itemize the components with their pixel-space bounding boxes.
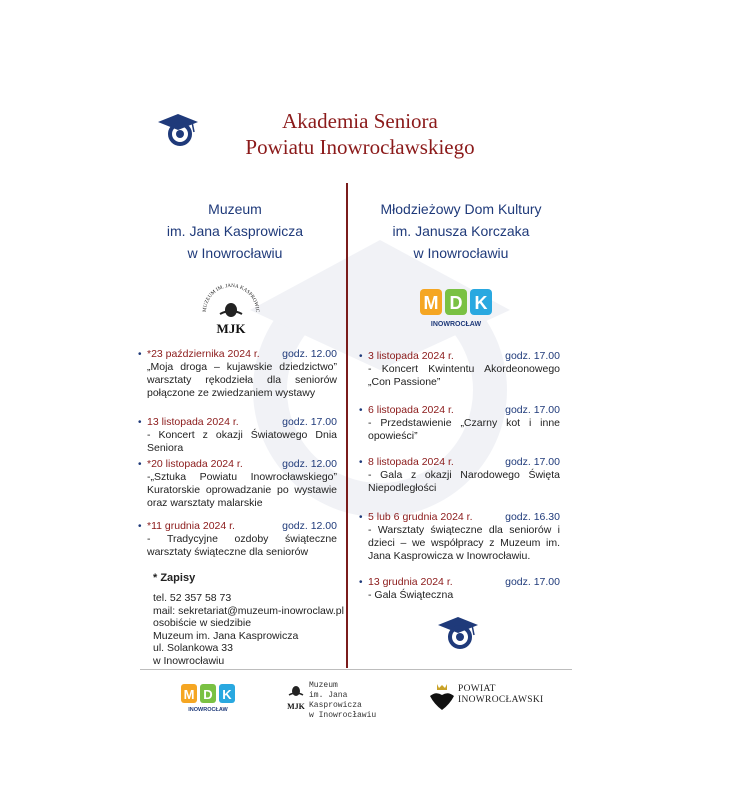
- right-event-2: • 6 listopada 2024 r. godz. 17.00 - Przedstawienie „Czarny kot i inne opowieści”: [359, 404, 560, 442]
- svg-text:D: D: [449, 293, 463, 313]
- museum-mjk-logo-icon: [198, 280, 264, 340]
- title-line-1: Akademia Seniora: [282, 109, 438, 133]
- mdk-heading: Młodzieżowy Dom Kultury im. Janusza Korczaka w Inowrocławiu: [380, 201, 542, 261]
- svg-text:K: K: [222, 687, 232, 702]
- footer-separator: [140, 669, 572, 670]
- right-event-5: • 13 grudnia 2024 r. godz. 17.00 - Gala Świąteczna: [359, 576, 560, 601]
- bullet-icon: •: [138, 521, 142, 532]
- mjk-logo-letters: MJK: [216, 321, 246, 336]
- bullet-icon: •: [138, 349, 142, 360]
- left-event-4: • *11 grudnia 2024 r. godz. 12.00 - Tradycyjne ozdoby świąteczne warsztaty świąteczne dla seniorów: [138, 520, 337, 558]
- right-event-4: • 5 lub 6 grudnia 2024 r. godz. 16.30 - Warsztaty świąteczne dla seniorów i dzieci – we współpracy z Muzeum im. Jana Kasprowicza w Inowrocławiu.: [359, 511, 560, 562]
- footer-powiat-logo: POWIAT INOWROCŁAWSKI: [428, 680, 558, 714]
- museum-heading: Muzeum im. Jana Kasprowicza w Inowrocławiu: [166, 201, 304, 261]
- eagle-crest-icon: [428, 682, 456, 712]
- bullet-icon: •: [359, 577, 363, 588]
- signup-label: * Zapisy: [153, 572, 196, 584]
- title-line-2: Powiatu Inowrocławskiego: [245, 135, 475, 159]
- svg-text:M: M: [423, 293, 439, 313]
- academy-cap-logo-small-icon: [436, 613, 480, 649]
- bullet-icon: •: [138, 417, 142, 428]
- bullet-icon: •: [359, 351, 363, 362]
- footer-mjk-emblem-icon: [285, 683, 307, 713]
- right-event-1: • 3 listopada 2024 r. godz. 17.00 - Koncert Kwintentu Akordeonowego „Con Passione”: [359, 350, 560, 388]
- footer-mdk-logo-icon: [180, 683, 236, 713]
- svg-text:INOWROCŁAW: INOWROCŁAW: [188, 707, 228, 713]
- svg-text:K: K: [474, 293, 488, 313]
- bullet-icon: •: [359, 457, 363, 468]
- svg-text:M: M: [183, 687, 195, 702]
- mdk-logo-icon: [418, 287, 494, 331]
- svg-text:MJK: MJK: [287, 702, 305, 711]
- footer-museum-logo: MJK Muzeum im. Jana Kasprowicza w Inowrocławiu: [285, 681, 385, 715]
- left-event-2: • 13 listopada 2024 r. godz. 17.00 - Koncert z okazji Światowego Dnia Seniora: [138, 416, 337, 454]
- contact-phone: tel. 52 357 58 73: [153, 592, 232, 604]
- academy-cap-logo-icon: [156, 110, 200, 146]
- contact-info: tel. 52 357 58 73 mail: sekretariat@muzeum-inowroclaw.pl osobiście w siedzibie Muzeum im. Jana Kasprowicza ul. Solankowa 33 w Inowrocławiu: [153, 592, 344, 667]
- left-event-1: • *23 października 2024 r. godz. 12.00 „Moja droga – kujawskie dziedzictwo” warsztaty rękodzieła dla seniorów połączone ze zwiedzaniem wystawy: [138, 348, 337, 399]
- left-event-3: • *20 listopada 2024 r. godz. 12.00 -„Sztuka Powiatu Inowrocławskiego” Kuratorskie oprowadzanie po wystawie oraz warsztaty malarskie: [138, 458, 337, 509]
- bullet-icon: •: [138, 459, 142, 470]
- svg-text:D: D: [203, 687, 213, 702]
- contact-email[interactable]: mail: sekretariat@muzeum-inowroclaw.pl: [153, 604, 344, 617]
- bullet-icon: •: [359, 512, 363, 523]
- bullet-icon: •: [359, 405, 363, 416]
- column-divider: [346, 183, 348, 668]
- right-event-3: • 8 listopada 2024 r. godz. 17.00 - Gala z okazji Narodowego Święta Niepodległości: [359, 456, 560, 494]
- svg-text:INOWROCŁAW: INOWROCŁAW: [430, 321, 482, 328]
- mjk-logo-arc-text: MUZEUM IM. JANA KASPROWIC: [201, 282, 261, 313]
